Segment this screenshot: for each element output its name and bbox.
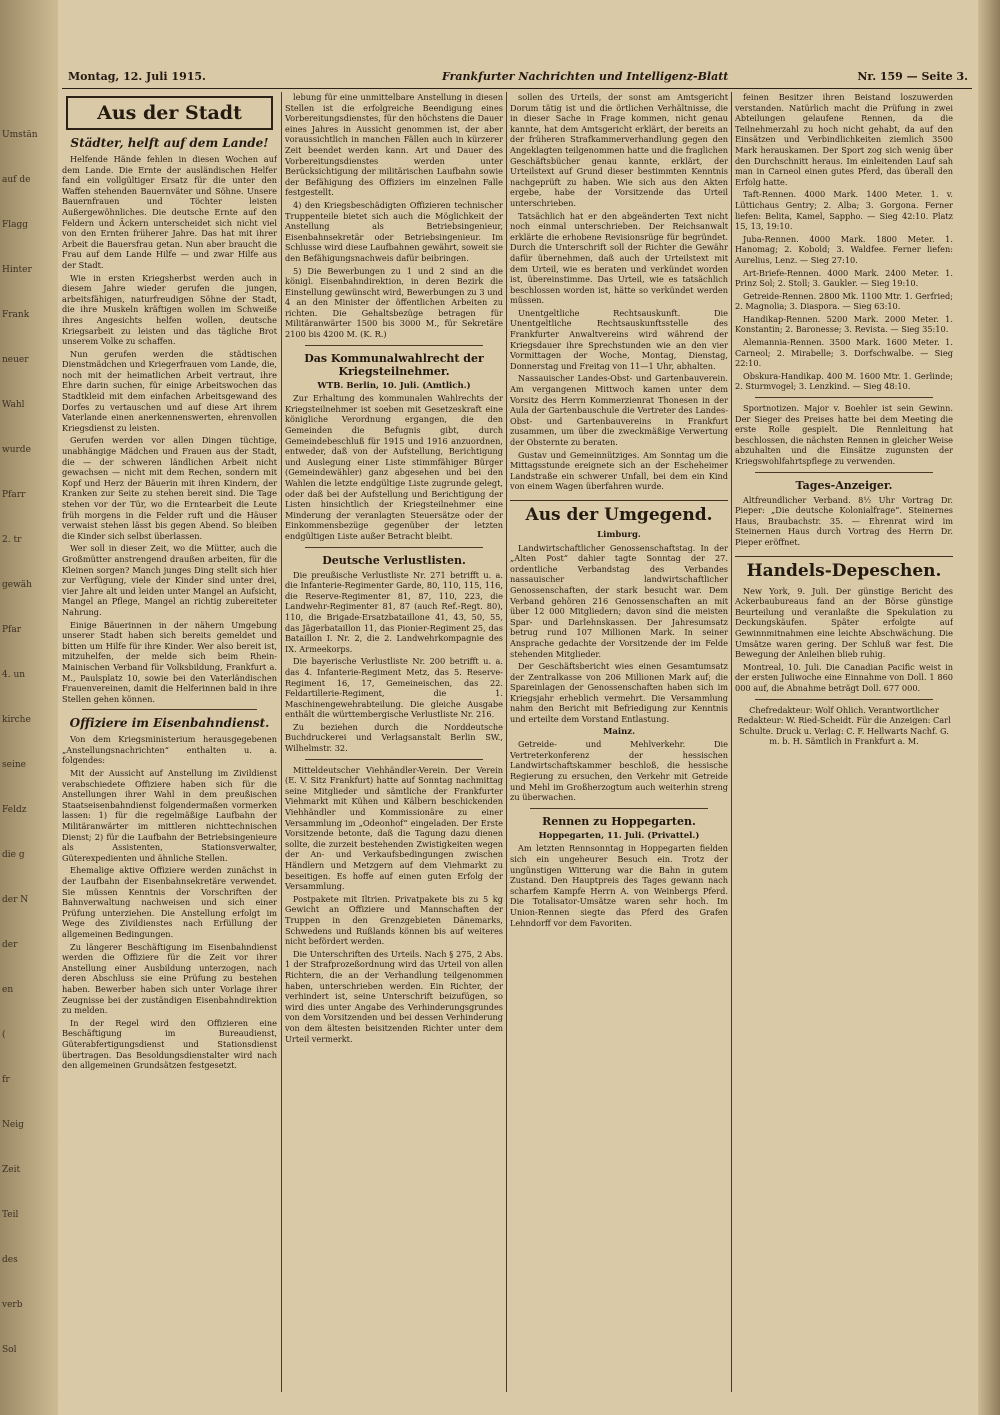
article-heading: Städter, helft auf dem Lande!	[70, 136, 269, 150]
section-heading: Aus der Stadt	[66, 96, 273, 130]
article-paragraph: Postpakete mit Iltrien. Privatpakete bis zu 5 kg Gewicht an Offiziere und Mannschaften der Truppen in den Grenzgebieten Dänemarks, Schwedens und Rußlands können bis auf weiteres nicht befördert werden.	[285, 893, 503, 947]
divider	[755, 699, 933, 700]
article-paragraph: Mit der Aussicht auf Anstellung im Zivildienst verabschiedete Offiziere haben sich für die Anstellungen ihrer Wahl in dem preußischen Staatseisenbahndienst folgendermaßen vormerken lassen: 1) für die regelmäßige Laufbahn der Militäranwärter im mittleren nichttechnischen Dienst; 2) für die Laufbahn der Betriebsingenieure als Assistenten, Stationsverwalter, Güterexpedienten und ähnliche Stellen.	[62, 768, 277, 863]
edge-text-fragment: Umstän	[2, 130, 38, 140]
article-paragraph: Nassauischer Landes-Obst- und Gartenbauverein. Am vergangenen Mittwoch kamen unter dem Vorsitz des Herrn Kommerzienrat Thonesen in der Aula der Gartenbauschule die Vertreter des Landes-Obst- und Gartenbauvereins in Frankfurt zusammen, um über die zweckmäßige Verwertung der Obsternte zu beraten.	[510, 373, 728, 447]
edge-text-fragment: Pfarr	[2, 490, 26, 500]
article-heading: Rennen zu Hoppegarten.	[542, 814, 696, 828]
article-paragraph: Sportnotizen. Major v. Boehler ist sein Gewinn. Der Sieger des Preises hatte bei dem Meeting die erste Rolle gespielt. Die Rennleitung hat beschlossen, die nächsten Rennen in gleicher Weise abzuhalten und die Einsätze zugunsten der Kriegswohlfahrtspflege zu verwenden.	[735, 403, 953, 466]
article-paragraph: 4) den Kriegsbeschädigten Offizieren technischer Truppenteile bietet sich auch die Möglichkeit der Anstellung als Betriebsingenieur, Eisenbahnsekretär oder Betriebsingenieur. Im Schlusse wird diese Laufbahnen gewährt, soweit sie den Befähigungsnachweis dafür beibringen.	[285, 199, 503, 263]
article-paragraph: Die preußische Verlustliste Nr. 271 betrifft u. a. die Infanterie-Regimenter Garde, 80, 110, 115, 116, die Reserve-Regimenter 81, 87, 110, 223, die Landwehr-Regimenter 81, 87 (auch Ref.-Regt. 80), 110, die Brigade-Ersatzbataillone 41, 43, 50, 55, das Jägerbataillon 11, das Pionier-Regiment 25, das Bataillon I. Nr. 2, die 2. Landwehrkompagnie des IX. Armeekorps.	[285, 569, 503, 654]
edge-text-fragment: kirche	[2, 715, 31, 725]
dateline: Hoppegarten, 11. Juli. (Privattel.)	[538, 830, 700, 841]
article-heading: Deutsche Verlustlisten.	[322, 553, 466, 567]
edge-text-fragment: Sol	[2, 1345, 17, 1355]
article-paragraph: Die bayerische Verlustliste Nr. 200 betrifft u. a. das 4. Infanterie-Regiment Metz, das 5. Reserve-Regiment 16, 17, Gemeineischen, das 22. Feldartillerie-Regiment, die 1. Maschinengewehrabteilung. Die gleiche Ausgabe enthält die württembergische Verlustliste Nr. 216.	[285, 656, 503, 720]
edge-text-fragment: wurde	[2, 445, 31, 455]
article-paragraph: Landwirtschaftlicher Genossenschaftstag. In der „Alten Post“ dahier tagte Sonntag der 27. ordentliche Verbandstag des Verbandes nassauischer landwirtschaftlicher Genossenschaften, der stark besucht war. Dem Verband gehören 216 Genossenschaften an mit über 12 000 Mitgliedern; davon sind die meisten Spar- und Darlehnskassen. Der Jahresumsatz betrug rund 107 Millionen Mark. In seiner Ansprache gedachte der Vorsitzende der im Felde stehenden Mitglieder.	[510, 542, 728, 659]
article-paragraph: In der Regel wird den Offizieren eine Beschäftigung im Bureaudienst, Güterabfertigungsdienst und Stationsdienst übertragen. Das Besoldungsdienstalter wird nach den allgemeinen Grundsätzen festgesetzt.	[62, 1017, 277, 1071]
race-result: Obskura-Handikap. 400 M. 1600 Mtr. 1. Gerlinde; 2. Sturmvogel; 3. Lenzkind. — Sieg 48:10.	[735, 370, 953, 392]
column-3	[510, 92, 728, 1397]
edge-text-fragment: 4. un	[2, 670, 26, 680]
article-paragraph: lebung für eine unmittelbare Anstellung in diesen Stellen ist die erfolgreiche Beendigung eines Vorbereitungsdienstes, für den höchstens die Dauer eines Jahres in Aussicht genommen ist, der aber voraussichtlich in manchen Fällen auch in kürzerer Zeit beendet werden kann. Art und Dauer des Vorbereitungsdienstes werden unter Berücksichtigung der militärischen Laufbahn sowie der Befähigung des Offiziers im einzelnen Falle festgestellt.	[285, 92, 503, 198]
dateline: WTB. Berlin, 10. Juli. (Amtlich.)	[317, 380, 471, 391]
divider	[305, 547, 483, 548]
edge-text-fragment: 2. tr	[2, 535, 22, 545]
article-paragraph: Gerufen werden vor allen Dingen tüchtige, unabhängige Mädchen und Frauen aus der Stadt, die — der schweren ländlichen Arbeit nicht gewachsen — nicht mit dem Rechen, sondern mit Kopf und Herz der Bäuerin mit ihren Kindern, der Kranken zur Seite zu stehen bereit sind. Die Tage stehen vor der Tür, wo die Erntearbeit die Leute früh morgens in die Felder ruft und die Häuser verwaist stehen lässt bis gegen Abend. So bleiben die Kinder sich selbst überlassen.	[62, 435, 277, 541]
column-rule	[281, 92, 282, 1392]
edge-text-fragment: Feldz	[2, 805, 27, 815]
article-paragraph: Gustav und Gemeinnütziges. Am Sonntag um die Mittagsstunde ereignete sich an der Escheheimer Landstraße ein schwerer Unfall, bei dem ein Kind von einem Wagen überfahren wurde.	[510, 449, 728, 492]
article-paragraph: Zu längerer Beschäftigung im Eisenbahndienst werden die Offiziere für die Zeit vor ihrer Anstellung einer Ausbildung unterzogen, nach deren Abschluss sie eine Prüfung zu bestehen haben. Bewerber haben sich unter Vorlage ihrer Zeugnisse bei der zuständigen Eisenbahndirektion zu melden.	[62, 941, 277, 1016]
edge-text-fragment: (	[2, 1030, 6, 1040]
imprint: Chefredakteur: Wolf Ohlich. Verantwortlicher Redakteur: W. Ried-Scheidt. Für die Anzeigen: Carl Schulte. Druck u. Verlag: C. F. Hellwarts Nachf. G. m. b. H. Sämtlich in Frankfurt a. M.	[737, 704, 951, 747]
edge-text-fragment: des	[2, 1255, 18, 1265]
article-paragraph: Der Geschäftsbericht wies einen Gesamtumsatz der Zentralkasse von 206 Millionen Mark auf; die Spareinlagen der Genossenschaften haben sich im Kriegsjahr erheblich vermehrt. Die Versammlung nahm den Bericht mit Befriedigung zur Kenntnis und erteilte dem Vorstand Entlastung.	[510, 661, 728, 725]
column-rule	[731, 92, 732, 1392]
article-paragraph: Montreal, 10. Juli. Die Canadian Pacific weist in der ersten Juliwoche eine Einnahme von Doll. 1 860 000 auf, die Abnahme beträgt Doll. 677 000.	[735, 661, 953, 693]
column-4	[735, 92, 953, 1397]
edge-text-fragment: seine	[2, 760, 26, 770]
left-page-edge	[0, 0, 58, 1415]
article-paragraph: Unentgeltliche Rechtsauskunft. Die Unentgeltliche Rechtsauskunftsstelle des Frankfurter Anwaltvereins wird während der Kriegsdauer ihre Sprechstunden wie an den vier Vormittagen der Woche, Montag, Dienstag, Donnerstag und Freitag von 11—1 Uhr, abhalten.	[510, 307, 728, 371]
section-heading: Handels-Depeschen.	[735, 556, 953, 582]
article-paragraph: Tatsächlich hat er den abgeänderten Text nicht noch einmal unterschrieben. Der Reichsanwalt erklärte die erhobene Revisionsrüge für begründet. Durch die Unterschrift soll der Richter die Gewähr dafür übernehmen, daß auch der Urteilstext mit dem Urteil, wie es beraten und verkündet worden ist, übereinstimme. Das Urteil, wie es tatsächlich beschlossen worden ist, hätte so verkündet werden müssen.	[510, 210, 728, 306]
masthead	[62, 68, 972, 89]
masthead-date: Montag, 12. Juli 1915.	[68, 70, 206, 83]
race-result: Handikap-Rennen. 5200 Mark. 2000 Meter. 1. Konstantin; 2. Baronesse; 3. Revista. — Sieg 35:10.	[735, 313, 953, 335]
edge-text-fragment: Frank	[2, 310, 30, 320]
divider	[530, 808, 708, 809]
edge-text-fragment: Zeit	[2, 1165, 21, 1175]
race-result: Getreide-Rennen. 2800 Mk. 1100 Mtr. 1. Gerfried; 2. Magnolia; 3. Diaspora. — Sieg 63:10.	[735, 290, 953, 312]
edge-text-fragment: Teil	[2, 1210, 19, 1220]
divider	[82, 709, 257, 710]
article-heading: Das Kommunalwahlrecht der Kriegsteilnehmer.	[304, 351, 484, 378]
article-paragraph: Zu beziehen durch die Norddeutsche Buchdruckerei und Verlagsanstalt Berlin SW., Wilhelmstr. 32.	[285, 721, 503, 754]
article-paragraph: Nun gerufen werden die städtischen Dienstmädchen und Kriegerfrauen vom Lande, die, noch mit der heimatlichen Arbeit vertraut, ihre Ehre darin suchen, für einige Arbeitswochen das Stadtkleid mit dem einfachen Arbeitsgewand des Dorfes zu vertauschen und auf diese Art ihrem Vaterlande einen anerkennenswerten, ehrenvollen Kriegsdienst zu leisten.	[62, 348, 277, 433]
article-paragraph: Die Unterschriften des Urteils. Nach § 275, 2 Abs. 1 der Strafprozeßordnung wird das Urteil von allen Richtern, die an der Verhandlung teilgenommen haben, unterschrieben werden. Ein Richter, der verhindert ist, seine Unterschrift beizufügen, so wird dies unter Angabe des Verhinderungsgrundes von dem Vorsitzenden und bei dessen Verhinderung von dem ältesten beisitzenden Richter unter dem Urteil vermerkt.	[285, 948, 503, 1044]
article-heading: Offiziere im Eisenbahndienst.	[69, 716, 270, 731]
divider	[305, 345, 483, 346]
edge-text-fragment: en	[2, 985, 14, 995]
article-paragraph: Zur Erhaltung des kommunalen Wahlrechts der Kriegsteilnehmer ist soeben mit Gesetzeskraft eine königliche Verordnung ergangen, die den Gemeinden die Befugnis gibt, durch Gemeindebeschluß für 1915 und 1916 anzuordnen, entweder, daß von der Aufstellung, Berichtigung und Auslegung einer Liste stimmfähiger Bürger (Gemeindewähler) ganz abgesehen und bei den Wahlen die letzte endgültige Liste zugrunde gelegt, oder daß bei der Aufstellung und Berichtigung der Listen hinsichtlich der Kriegsteilnehmer eine Minderung der veranlagten Steuersätze oder der Einkommensbezüge gegenüber der letzten endgültigen Liste außer Betracht bleibt.	[285, 393, 503, 541]
edge-text-fragment: auf de	[2, 175, 31, 185]
edge-text-fragment: Wahl	[2, 400, 25, 410]
edge-text-fragment: verb	[2, 1300, 23, 1310]
article-paragraph: Einige Bäuerinnen in der nähern Umgebung unserer Stadt haben sich bereits gemeldet und bitten um Hilfe für ihre Kinder. Wer also bereit ist, mitzuhelfen, der melde sich beim Rhein-Mainischen Verband für Volksbildung, Frankfurt a. M., Paulsplatz 10, sowie bei den Vaterländischen Frauenvereinen, damit die Helferinnen bald in ihre Stellen gehen können.	[62, 619, 277, 704]
article-paragraph: feinen Besitzer ihren Beistand loszuwerden verstanden. Natürlich macht die Prüfung in zwei Abteilungen gelaufene Rennen, da die Teilnehmerzahl zu hoch nicht gehabt, da auf den Einsätzen und Verbindlichkeiten ziemlich 3500 Mark herauskamen. Der Sport zog sich wenig über den Durchschnitt heraus. Im einleitenden Lauf sah man in Carneol einen gutes Pferd, das überall den Erfolg hatte.	[735, 92, 953, 187]
place-heading: Mainz.	[602, 726, 636, 737]
article-paragraph: Altfreundlicher Verband. 8½ Uhr Vortrag Dr. Pieper: „Die deutsche Kolonialfrage“. Steinernes Haus, Braubachstr. 35. — Ehrenrat wird im Steinernen Haus durch Vortrag des Herrn Dr. Pieper eröffnet.	[735, 494, 953, 547]
race-results	[735, 189, 953, 392]
edge-text-fragment: der N	[2, 895, 29, 905]
edge-text-fragment: neuer	[2, 355, 29, 365]
divider	[755, 472, 933, 473]
column-2	[285, 92, 503, 1397]
race-result: Alemannia-Rennen. 3500 Mark. 1600 Meter. 1. Carneol; 2. Mirabelle; 3. Dorfschwalbe. — Sieg 22:10.	[735, 337, 953, 369]
divider	[305, 759, 483, 760]
article-paragraph: Mitteldeutscher Viehhändler-Verein. Der Verein (E. V. Sitz Frankfurt) hatte auf Sonntag nachmittag seine Mitglieder und sämtliche der Frankfurter Viehmarkt mit Kühen und Kälbern beschickenden Viehhändler und Kommissionäre zu einer Versammlung im „Odeonhof“ eingeladen. Der Erste Vorsitzende betonte, daß die Tagung dazu dienen sollte, die zurzeit bestehenden Zwistigkeiten wegen der An- und Verkaufsbedingungen zwischen Händlern und Metzgern auf dem Viehmarkt zu beseitigen. Es hoffe auf einen guten Erfolg der Versammlung.	[285, 764, 503, 892]
article-paragraph: Getreide- und Mehlverkehr. Die Vertreterkonferenz der hessischen Landwirtschaftskammer beschloß, die hessische Regierung zu ersuchen, den Verkehr mit Getreide und Mehl im Großherzogtum auch weiterhin streng zu überwachen.	[510, 739, 728, 803]
article-heading: Tages-Anzeiger.	[795, 478, 893, 492]
edge-text-fragment: fr	[2, 1075, 10, 1085]
edge-text-fragment: Flagg	[2, 220, 29, 230]
race-result: Art-Briefe-Rennen. 4000 Mark. 2400 Meter. 1. Prinz Sol; 2. Stoll; 3. Gaukler. — Sieg 19:10.	[735, 267, 953, 289]
right-page-edge	[978, 0, 1000, 1415]
article-paragraph: Von dem Kriegsministerium herausgegebenen „Anstellungsnachrichten“ enthalten u. a. folgendes:	[62, 734, 277, 766]
race-result: Juba-Rennen. 4000 Mark. 1800 Meter. 1. Hanomag; 2. Kobold; 3. Waldfee. Ferner liefen: Aurelius, Lenz. — Sieg 27:10.	[735, 233, 953, 265]
article-paragraph: sollen des Urteils, der sonst am Amtsgericht Dorum tätig ist und die örtlichen Verhältnisse, die in dieser Sache in Frage kommen, nicht genau kannte, hat dem Amtsgericht erklärt, der bereits an der früheren Strafkammerverhandlung gegen den Angeklagten teilgenommen hatte und die fraglichen Geschäftsbücher genau kannte, erklärt, der Urteilstext auf Grund dieser bestimmten Kenntnis nachgeprüft zu haben. Wie sich aus den Akten ergebe, habe der Vorsitzende das Urteil unterschrieben.	[510, 92, 728, 208]
edge-text-fragment: Neig	[2, 1120, 24, 1130]
masthead-page: Nr. 159 — Seite 3.	[857, 70, 968, 83]
article-paragraph: New York, 9. Juli. Der günstige Bericht des Ackerbaubureaus fand an der Börse günstige Beurteilung und veranlaßte die Spekulation zu Deckungskäufen. Später erfolgte auf Gewinnmitnahmen eine leichte Abschwächung. Die Umsätze waren gering. Der Schluß war fest. Die Bewegung der Anleihen blieb ruhig.	[735, 585, 953, 660]
article-paragraph: Am letzten Rennsonntag in Hoppegarten fielden sich ein ungeheurer Besuch ein. Trotz der ungünstigen Witterung war die Bahn in gutem Zustand. Den Hauptpreis des Tages gewann nach scharfem Kampfe Herrn A. von Weinbergs Pferd. Die Totalisator-Umsätze waren sehr hoch. Im Union-Rennen siegte das Pferd des Grafen Lehndorff vor dem Favoriten.	[510, 843, 728, 928]
column-1	[62, 92, 277, 1397]
edge-text-fragment: Pfar	[2, 625, 22, 635]
article-paragraph: Wie in ersten Kriegsherbst werden auch in diesem Jahre wieder gerufen die jungen, arbeitsfähigen, naturfreudigen Söhne der Stadt, die ihre Muskeln kräftigen wollen im Schweiße ihres Angesichts helfen wollen, deutsche Kriegsarbeit zu leisten und das tägliche Brot unserem Volke zu schaffen.	[62, 272, 277, 347]
masthead-title: Frankfurter Nachrichten und Intelligenz-Blatt	[442, 70, 729, 83]
article-paragraph: Ehemalige aktive Offiziere werden zunächst in der Laufbahn der Eisenbahnsekretäre verwendet. Sie müssen Kenntnis der Vorschriften der Bahnverwaltung nachweisen und sich einer Prüfung unterziehen. Die Anstellung erfolgt im Wege des Zivildienstes nach Erfüllung der allgemeinen Bedingungen.	[62, 865, 277, 939]
article-paragraph: Wer soll in dieser Zeit, wo die Mütter, auch die Großmütter anstrengend draußen arbeiten, für die Kleinen sorgen? Manch junges Ding stellt sich hier zur Verfügung, viele der Kinder sind unter drei, vier Jahre alt und leiden unter Mangel an Aufsicht, Mangel an Pflege, Mangel an richtig zubereiteter Nahrung.	[62, 543, 277, 617]
column-rule	[506, 92, 507, 1392]
race-result: Taft-Rennen. 4000 Mark. 1400 Meter. 1. v. Lüttichaus Gentry; 2. Alba; 3. Gorgona. Ferner liefen: Belita, Kamel, Sappho. — Sieg 42:10. Platz 15, 13, 19:10.	[735, 189, 953, 232]
section-heading: Aus der Umgegend.	[510, 500, 728, 526]
edge-text-fragment: gewäh	[2, 580, 32, 590]
article-paragraph: Helfende Hände fehlen in diesen Wochen auf dem Lande. Die Ernte der ausländischen Helfer fand ein vollgültiger Ersatz für die unter den Waffen stehenden Bauernväter und Söhne. Unsere Bauernfrauen und Töchter leisten Außergewöhnliches. Die deutsche Ernte auf den Feldern und Äckern unterscheidet sich nicht viel von den Ernten früherer Jahre. Das hat mit ihrer Arbeit die Bauersfrau getan. Nun aber braucht die Frau auf dem Lande Hilfe — und zwar Hilfe aus der Stadt.	[62, 154, 277, 270]
edge-text-fragment: der	[2, 940, 18, 950]
place-heading: Limburg.	[597, 529, 641, 540]
edge-text-fragment: Hinter	[2, 265, 32, 275]
divider	[755, 397, 933, 398]
edge-text-fragment: die g	[2, 850, 25, 860]
article-paragraph: 5) Die Bewerbungen zu 1 und 2 sind an die königl. Eisenbahndirektion, in deren Bezirk die Einstellung gewünscht wird, Bewerbungen zu 3 und 4 an den Minister der öffentlichen Arbeiten zu richten. Die Gehaltsbezüge betragen für Militäranwärter 1500 bis 3000 M., für Sekretäre 2100 bis 4200 M. (K. R.)	[285, 265, 503, 340]
